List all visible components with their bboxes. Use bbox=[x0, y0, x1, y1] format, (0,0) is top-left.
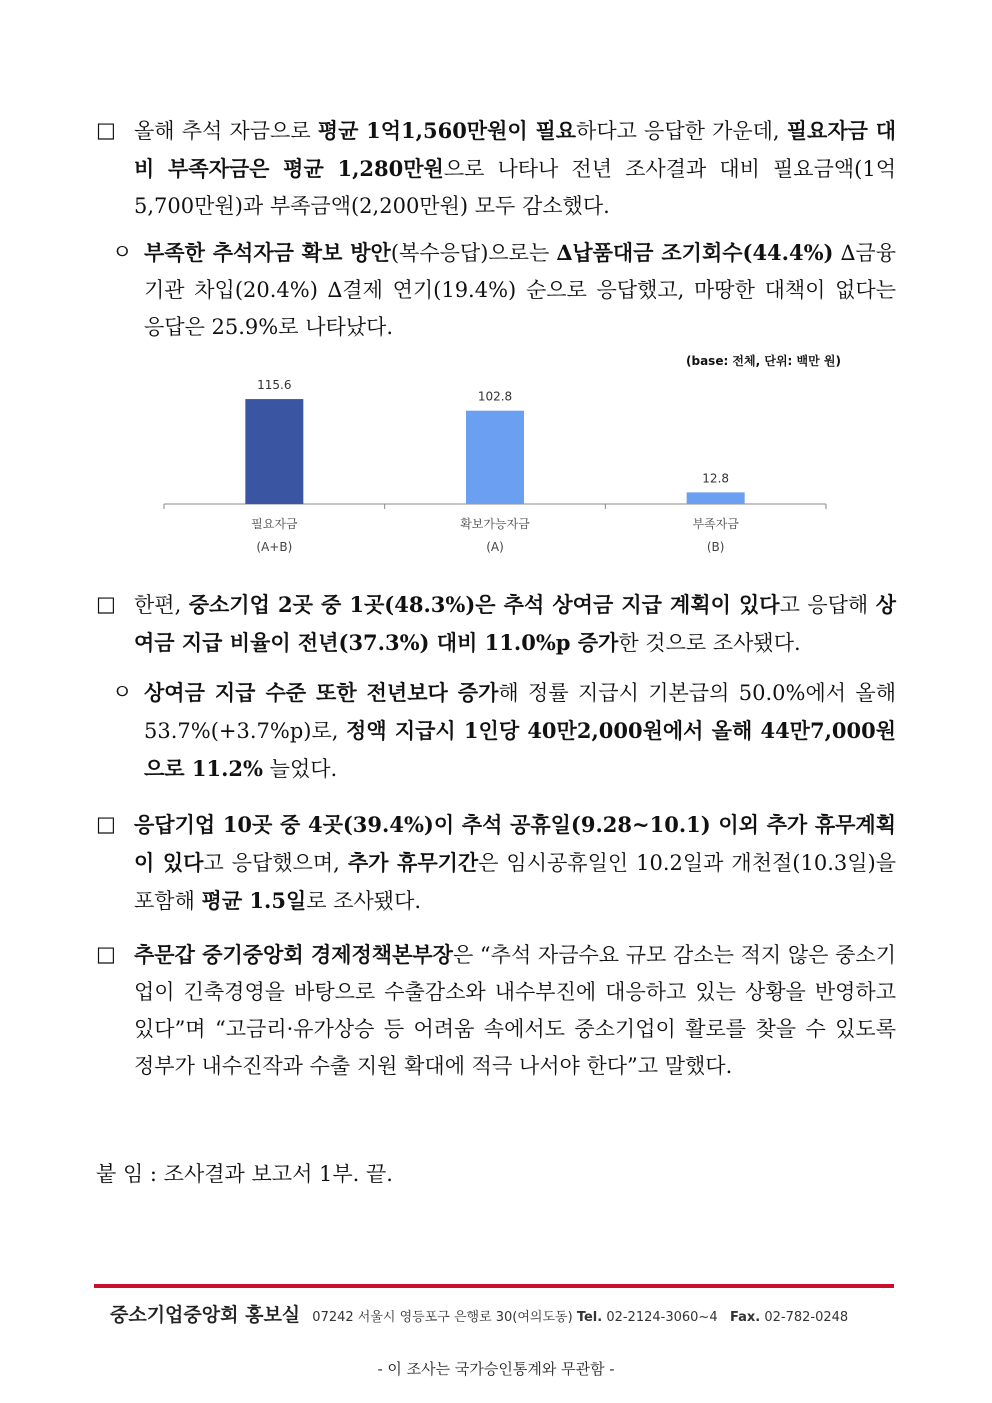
box-bullet: □ bbox=[96, 942, 116, 966]
circle-bullet: ㅇ bbox=[112, 680, 133, 704]
bar-2 bbox=[466, 411, 524, 504]
subparagraph-bonus-level: ㅇ 상여금 지급 수준 또한 전년보다 증가해 정률 지급시 기본급의 50.0%에서 올해 53.7%(+3.7%p)로, 정액 지급시 1인당 40만2,000원에서 올해 44만7,000원으로 11.2% 늘었다. bbox=[112, 674, 896, 788]
footer-tel-label: Tel. bbox=[576, 1310, 603, 1325]
data-label-2: 102.8 bbox=[477, 389, 513, 404]
category-label-1: 필요자금 bbox=[251, 517, 298, 531]
paragraph-average-funds: □ 올해 추석 자금으로 평균 1억1,560만원이 필요하다고 응답한 가운데, 필요자금 대비 부족자금은 평균 1,280만원으로 나타나 전년 조사결과 대비 필요금액(1억5,700만원)과 부족금액(2,200만원) 모두 감소했다. bbox=[96, 112, 896, 225]
category-sublabel-1: (A+B) bbox=[256, 540, 293, 554]
footer-org: 중소기업중앙회 홍보실 bbox=[110, 1304, 301, 1326]
paragraph-extra-holidays: □ 응답기업 10곳 중 4곳(39.4%)이 추석 공휴일(9.28~10.1) 이외 추가 휴무계획이 있다고 응답했으며, 추가 휴무기간은 임시공휴일인 10.2일과 개천절(10.3일)을 포함해 평균 1.5일로 조사됐다. bbox=[96, 806, 896, 920]
bar-3 bbox=[687, 492, 745, 504]
box-bullet: □ bbox=[96, 592, 116, 616]
footer-divider bbox=[94, 1284, 894, 1288]
circle-bullet: ㅇ bbox=[112, 240, 133, 264]
category-label-3: 부족자금 bbox=[692, 517, 739, 531]
data-label-1: 115.6 bbox=[257, 378, 292, 393]
attachment-line: 붙 임 : 조사결과 보고서 1부. 끝. bbox=[96, 1162, 393, 1186]
category-sublabel-3: (B) bbox=[706, 540, 725, 554]
bar-1 bbox=[245, 399, 303, 504]
footer-address: 07242 서울시 영등포구 은행로 30(여의도동) bbox=[312, 1310, 573, 1325]
statistics-note: - 이 조사는 국가승인통계와 무관함 - bbox=[377, 1360, 615, 1378]
box-bullet: □ bbox=[96, 118, 116, 142]
category-label-2: 확보가능자금 bbox=[460, 517, 530, 531]
category-sublabel-2: (A) bbox=[486, 540, 504, 554]
footer-fax-label: Fax. bbox=[730, 1310, 761, 1325]
paragraph-official-quote: □ 추문갑 중기중앙회 경제정책본부장은 “추석 자금수요 규모 감소는 적지 않은 중소기업이 긴축경영을 바탕으로 수출감소와 내수부진에 대응하고 있는 상황을 반영하고 있다”며 “고금리·유가상승 등 어려움 속에서도 중소기업이 활로를 찾을 수 있도록 정부가 내수진작과 수출 지원 확대에 적극 나서야 한다”고 말했다. bbox=[96, 936, 896, 1085]
footer-tel: 02-2124-3060~4 bbox=[606, 1310, 718, 1325]
data-label-3: 12.8 bbox=[702, 471, 730, 486]
paragraph-bonus-plans: □ 한편, 중소기업 2곳 중 1곳(48.3%)은 추석 상여금 지급 계획이 있다고 응답해 상여금 지급 비율이 전년(37.3%) 대비 11.0%p 증가한 것으로 조사됐다. bbox=[96, 586, 896, 662]
subparagraph-shortage-plans: ㅇ 부족한 추석자금 확보 방안(복수응답)으로는 ∆납품대금 조기회수(44.4%) ∆금융기관 차입(20.4%) ∆결제 연기(19.4%) 순으로 응답했고, 마땅한 대책이 없다는 응답은 25.9%로 나타났다. bbox=[112, 234, 896, 346]
funds-bar-chart bbox=[150, 370, 840, 565]
footer-fax: 02-782-0248 bbox=[764, 1310, 849, 1325]
box-bullet: □ bbox=[96, 812, 116, 836]
chart-unit-note: (base: 전체, 단위: 백만 원) bbox=[686, 354, 841, 368]
footer bbox=[110, 1300, 848, 1327]
